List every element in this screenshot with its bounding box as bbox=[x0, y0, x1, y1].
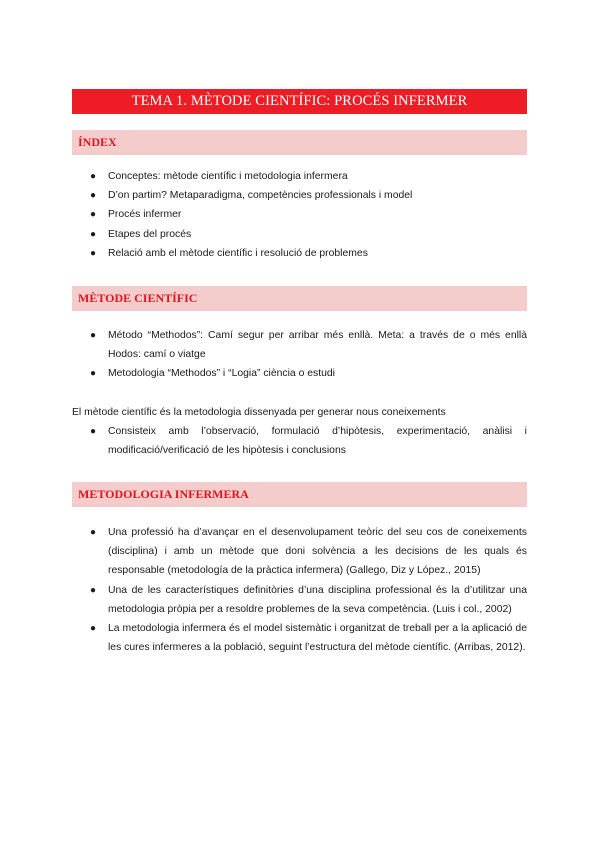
bullet-icon: ● bbox=[90, 623, 97, 635]
bullet-icon: ● bbox=[90, 171, 97, 182]
list-item: ● Metodologia “Methodos” i “Logia” ciència o estudi bbox=[72, 364, 527, 383]
bullet-icon: ● bbox=[90, 330, 97, 341]
bullet-icon: ● bbox=[90, 584, 97, 596]
list-item: ● Procés infermer bbox=[72, 205, 527, 224]
metode-list bbox=[72, 326, 527, 384]
bullet-icon: ● bbox=[90, 190, 97, 202]
metode-list-2 bbox=[72, 422, 527, 460]
metode-paragraph: El mètode científic és la metodologia dissenyada per generar nous coneixements bbox=[72, 407, 446, 418]
list-item: ● Relació amb el mètode científic i resolució de problemes bbox=[72, 244, 527, 263]
metodologia-list bbox=[72, 523, 527, 657]
list-item: ● Método “Methodos”: Camí segur per arribar més enllà. Meta: a través de o més enllà Hodos: camí o viatge bbox=[72, 326, 527, 364]
bullet-icon: ● bbox=[90, 247, 97, 259]
document-title: TEMA 1. MÈTODE CIENTÍFIC: PROCÉS INFERMER bbox=[72, 89, 527, 114]
section-heading-metode: MÈTODE CIENTÍFIC bbox=[72, 286, 527, 311]
list-item: ● La metodologia infermera és el model sistemàtic i organitzat de treball per a la aplicació de les cures infermeres a la població, seguint l’estructura del mètode científic. (Arribas, 2012). bbox=[72, 619, 527, 657]
bullet-icon: ● bbox=[90, 228, 97, 240]
section-heading-metodologia: METODOLOGIA INFERMERA bbox=[72, 482, 527, 507]
index-list bbox=[72, 167, 527, 263]
list-item: ● Conceptes: mètode científic i metodologia infermera bbox=[72, 167, 527, 186]
bullet-icon: ● bbox=[90, 527, 97, 538]
bullet-icon: ● bbox=[90, 368, 97, 380]
bullet-icon: ● bbox=[90, 426, 97, 437]
list-item: ● Una de les característiques definitòries d’una disciplina professional és la d’utilitzar una metodologia pròpia per a resoldre problemes de la seva competència. (Luis i col., 2002) bbox=[72, 581, 527, 619]
bullet-icon: ● bbox=[90, 209, 97, 221]
list-item: ● Una professió ha d’avançar en el desenvolupament teòric del seu cos de coneixements (disciplina) i amb un mètode que doni solvència a les decisions de les quals és responsable (metodología de la pràctica infermera) (Gallego, Diz y López., 2015) bbox=[72, 523, 527, 581]
list-item: ● Etapes del procés bbox=[72, 225, 527, 244]
list-item: ● Consisteix amb l’observació, formulació d’hipòtesis, experimentació, anàlisi i modificació/verificació de les hipòtesis i conclusions bbox=[72, 422, 527, 460]
list-item: ● D’on partim? Metaparadigma, competències professionals i model bbox=[72, 186, 527, 205]
section-heading-index: ÍNDEX bbox=[72, 130, 527, 155]
